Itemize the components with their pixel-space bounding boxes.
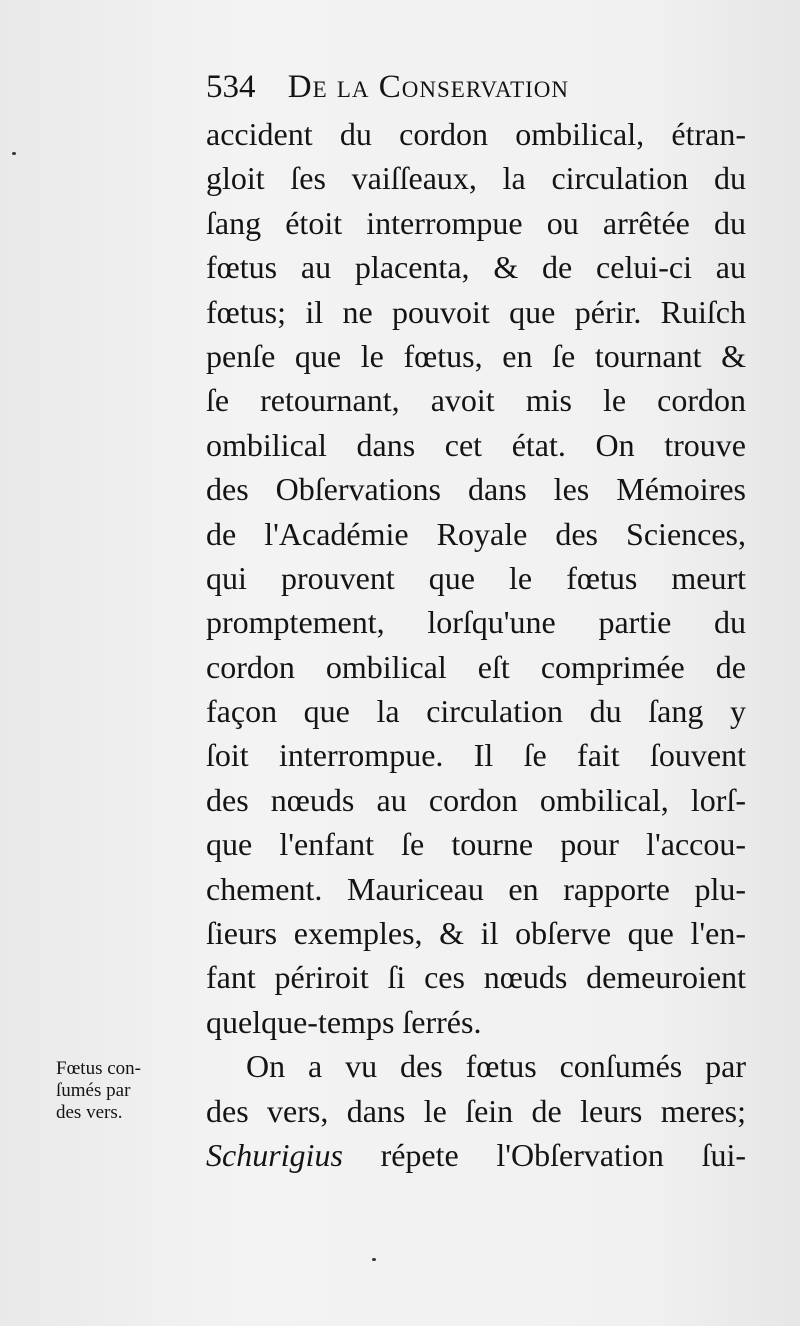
text-line: des nœuds au cordon ombilical, lorſ- [206,781,746,818]
page-header [206,62,686,112]
ink-speck [372,1258,376,1261]
body-text [206,112,746,1177]
italic-name: Schurigius [206,1136,343,1173]
text-line: des vers, dans le ſein de leurs meres; [206,1092,746,1129]
marginal-note [56,1058,186,1124]
text-line: façon que la circulation du ſang y [206,693,746,730]
text-line: fant périroit ſi ces nœuds demeuroient [206,959,746,996]
text-line: ſang étoit interrompue ou arrêtée du [206,204,746,241]
text-line: gloit ſes vaiſſeaux, la circulation du [206,160,746,197]
text-line: ſe retournant, avoit mis le cordon [206,382,746,419]
text-line: des Obſervations dans les Mémoires [206,471,746,508]
text-line: chement. Mauriceau en rapporte plu- [206,870,746,907]
paragraph-start-line: On a vu des fœtus conſumés par [246,1048,746,1085]
text-line: promptement, lorſqu'une partie du [206,604,746,641]
running-title: De la Conservation [287,69,569,105]
marginal-note-line: ſumés par [56,1080,131,1101]
marginal-note-line: Fœtus con- [56,1058,141,1079]
text-line: ſieurs exemples, & il obſerve que l'en- [206,915,746,952]
text-line-last [206,1133,746,1177]
text-line-remainder: répete l'Obſervation ſui- [342,1136,746,1173]
ink-speck [12,152,16,155]
text-line: fœtus; il ne pouvoit que périr. Ruiſch [206,293,746,330]
text-line: ombilical dans cet état. On trouve [206,426,746,463]
text-line: cordon ombilical eſt comprimée de [206,648,746,685]
text-line: de l'Académie Royale des Sciences, [206,515,746,552]
text-line: fœtus au placenta, & de celui-ci au [206,249,746,286]
text-line: ſoit interrompue. Il ſe fait ſouvent [206,737,746,774]
paragraph-end-line: quelque-temps ſerrés. [206,1003,482,1040]
text-line: qui prouvent que le fœtus meurt [206,559,746,596]
page-number: 534 [206,69,256,105]
marginal-note-line: des vers. [56,1102,123,1123]
text-line: que l'enfant ſe tourne pour l'accou- [206,826,746,863]
text-line: accident du cordon ombilical, étran- [206,116,746,152]
text-line: penſe que le fœtus, en ſe tournant & [206,337,746,374]
